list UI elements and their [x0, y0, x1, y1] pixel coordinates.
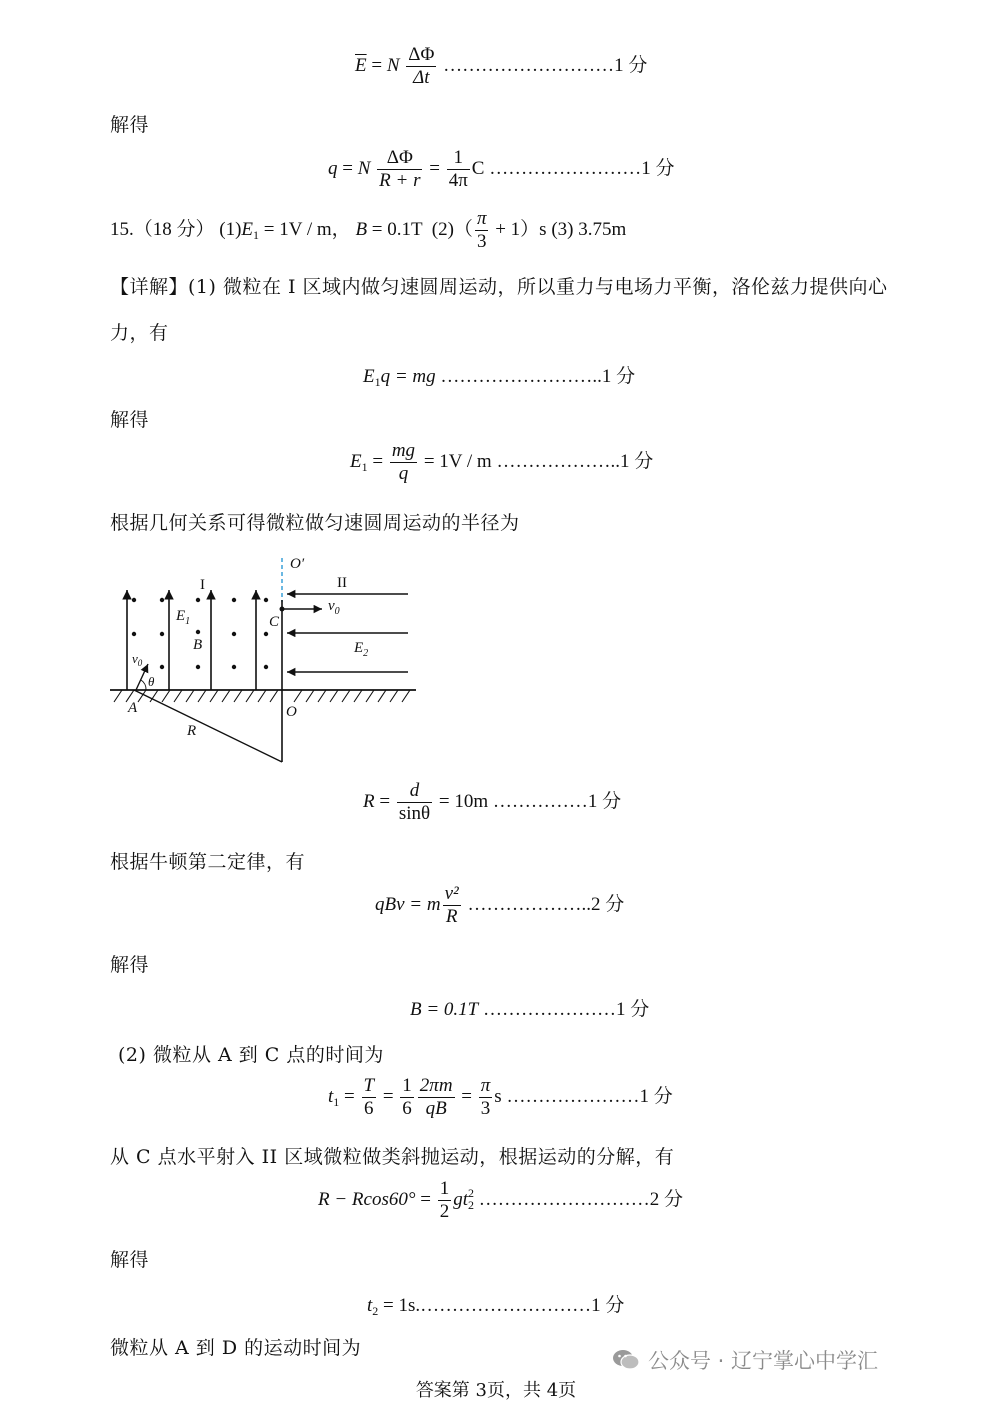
label-region-1: I: [200, 577, 205, 593]
score-dots: …………………: [483, 999, 616, 1020]
score: 1 分: [614, 54, 648, 76]
score-dots: ……………………..: [440, 366, 602, 387]
detail-line-1: 【详解】(1) 微粒在 I 区域内做匀速圆周运动，所以重力与电场力平衡，洛伦兹力提供向心: [110, 276, 888, 298]
score: 1 分: [619, 450, 654, 472]
equation-emf: $\overline{E} = N$ $\frac{\Delta\Phi}{\Delta t}$ ………………………1 分: [355, 44, 648, 88]
field-diagram: [110, 552, 430, 767]
fraction: $\frac{d}{\sin\theta}$: [398, 780, 431, 824]
score: 1 分: [591, 1295, 625, 1316]
equation-charge: q = N $\frac{\Delta\Phi}{R + r}$ = $\frac{1}{4\pi}$ C ……………………1 分: [328, 147, 675, 191]
score-dots: ………………………: [478, 1188, 650, 1210]
fraction: $\frac{\pi}{3}$: [480, 1075, 491, 1119]
jiede-label: 解得: [110, 409, 150, 431]
fraction: $\frac{\text{v²}}{R}$: [444, 883, 459, 927]
score-dots: ……………………: [489, 157, 642, 179]
fraction: $\frac{T}{6}$: [363, 1075, 375, 1119]
wechat-icon: [612, 1348, 640, 1372]
label-a: A: [128, 700, 138, 716]
label-o-prime: O′: [290, 556, 305, 572]
equation-projectile: R − Rcos60° = $\frac{1}{2}$ $gt_2^2$ ………………………2 分: [318, 1178, 683, 1222]
score: 1 分: [641, 157, 675, 179]
part-2-text: (2) 微粒从 A 到 C 点的时间为: [118, 1044, 384, 1066]
fraction: $\frac{\Delta\Phi}{R + r}$: [379, 147, 421, 191]
label-v0-at-a: $v_0$: [132, 651, 143, 668]
watermark-text: 公众号 · 辽宁掌心中学汇: [648, 1349, 879, 1373]
wechat-watermark: [612, 1345, 878, 1375]
label-region-2: II: [337, 575, 347, 591]
score: 2 分: [590, 893, 625, 915]
emf-symbol: $\overline{E}$: [355, 54, 367, 76]
label-r: R: [187, 723, 197, 739]
radius-line: [134, 690, 282, 762]
equation-radius: R = $\frac{d}{\sin\theta}$ = 10m ……………1 分: [363, 780, 622, 824]
score-dots: ………………………: [443, 54, 615, 76]
score-dots: ………………..: [467, 893, 591, 915]
fraction: $\frac{2\pi m}{qB}$: [419, 1075, 453, 1119]
fraction: $\frac{mg}{q}$: [391, 440, 416, 484]
label-e2: $E_2$: [354, 640, 369, 659]
equation-force-balance: $E_1q$ = mg ……………………..1 分: [363, 366, 636, 389]
equation-t1: $t_1$ = $\frac{T}{6}$ = $\frac{1}{6}$ $\frac{2\pi m}{qB}$ = $\frac{\pi}{3}$ s …………………1 分: [328, 1075, 673, 1119]
label-o: O: [286, 704, 297, 720]
theta-arc: [141, 680, 146, 690]
question-15-answers: 15.（18 分） $(1)E_1 = 1V / m$， B = 0.1T (2)（ $\frac{\pi}{3}$ + 1）s (3) 3.75m: [110, 208, 627, 252]
score: 1 分: [616, 999, 650, 1020]
magnetic-field-dots: [132, 598, 285, 669]
label-b: B: [193, 637, 203, 653]
label-theta: θ: [148, 674, 155, 689]
equation-lorentz: qBv = m $\frac{\text{v²}}{R}$ ………………..2 分: [375, 883, 625, 927]
question-number: 15.（18 分）: [110, 218, 215, 240]
equation-b-result: B = 0.1T …………………1 分: [410, 999, 650, 1020]
score-dots: ………………..: [496, 450, 620, 472]
ground-hatching: [114, 690, 410, 702]
fraction: $\frac{1}{4\pi}$: [448, 147, 468, 191]
score-dots: …………………: [506, 1085, 640, 1107]
geometry-text: 根据几何关系可得微粒做匀速圆周运动的半径为: [110, 512, 520, 534]
fraction: $\frac{\Delta\Phi}{\Delta t}$: [408, 44, 435, 88]
label-v0: $v_0$: [328, 598, 340, 617]
jiede-label: 解得: [110, 1249, 150, 1271]
score: 1 分: [601, 366, 636, 387]
jiede-label: 解得: [110, 954, 150, 976]
score-dots: ………………………: [420, 1295, 592, 1316]
score-dots: ……………: [492, 790, 588, 812]
score: 1 分: [639, 1085, 673, 1107]
fraction: $\frac{\pi}{3}$: [476, 208, 487, 252]
fraction: $\frac{1}{6}$: [402, 1075, 412, 1119]
label-e1: $E_1$: [176, 608, 191, 627]
detail-line-2: 力，有: [110, 322, 169, 344]
jiede-label: 解得: [110, 114, 150, 136]
label-c: C: [269, 614, 280, 630]
last-line-text: 微粒从 A 到 D 的运动时间为: [110, 1337, 362, 1359]
newton-text: 根据牛顿第二定律，有: [110, 851, 306, 873]
page-footer: 答案第 3页，共 4页: [415, 1380, 577, 1401]
region-2-text: 从 C 点水平射入 II 区域微粒做类斜抛运动，根据运动的分解，有: [110, 1146, 675, 1168]
equation-t2: $t_2$ = 1s.………………………1 分: [367, 1295, 625, 1318]
score: 2 分: [649, 1188, 683, 1210]
score: 1 分: [587, 790, 622, 812]
fraction: $\frac{1}{2}$: [439, 1178, 450, 1222]
equation-e1: $E_1$ = $\frac{mg}{q}$ = 1V / m ………………..1 分: [350, 440, 654, 484]
